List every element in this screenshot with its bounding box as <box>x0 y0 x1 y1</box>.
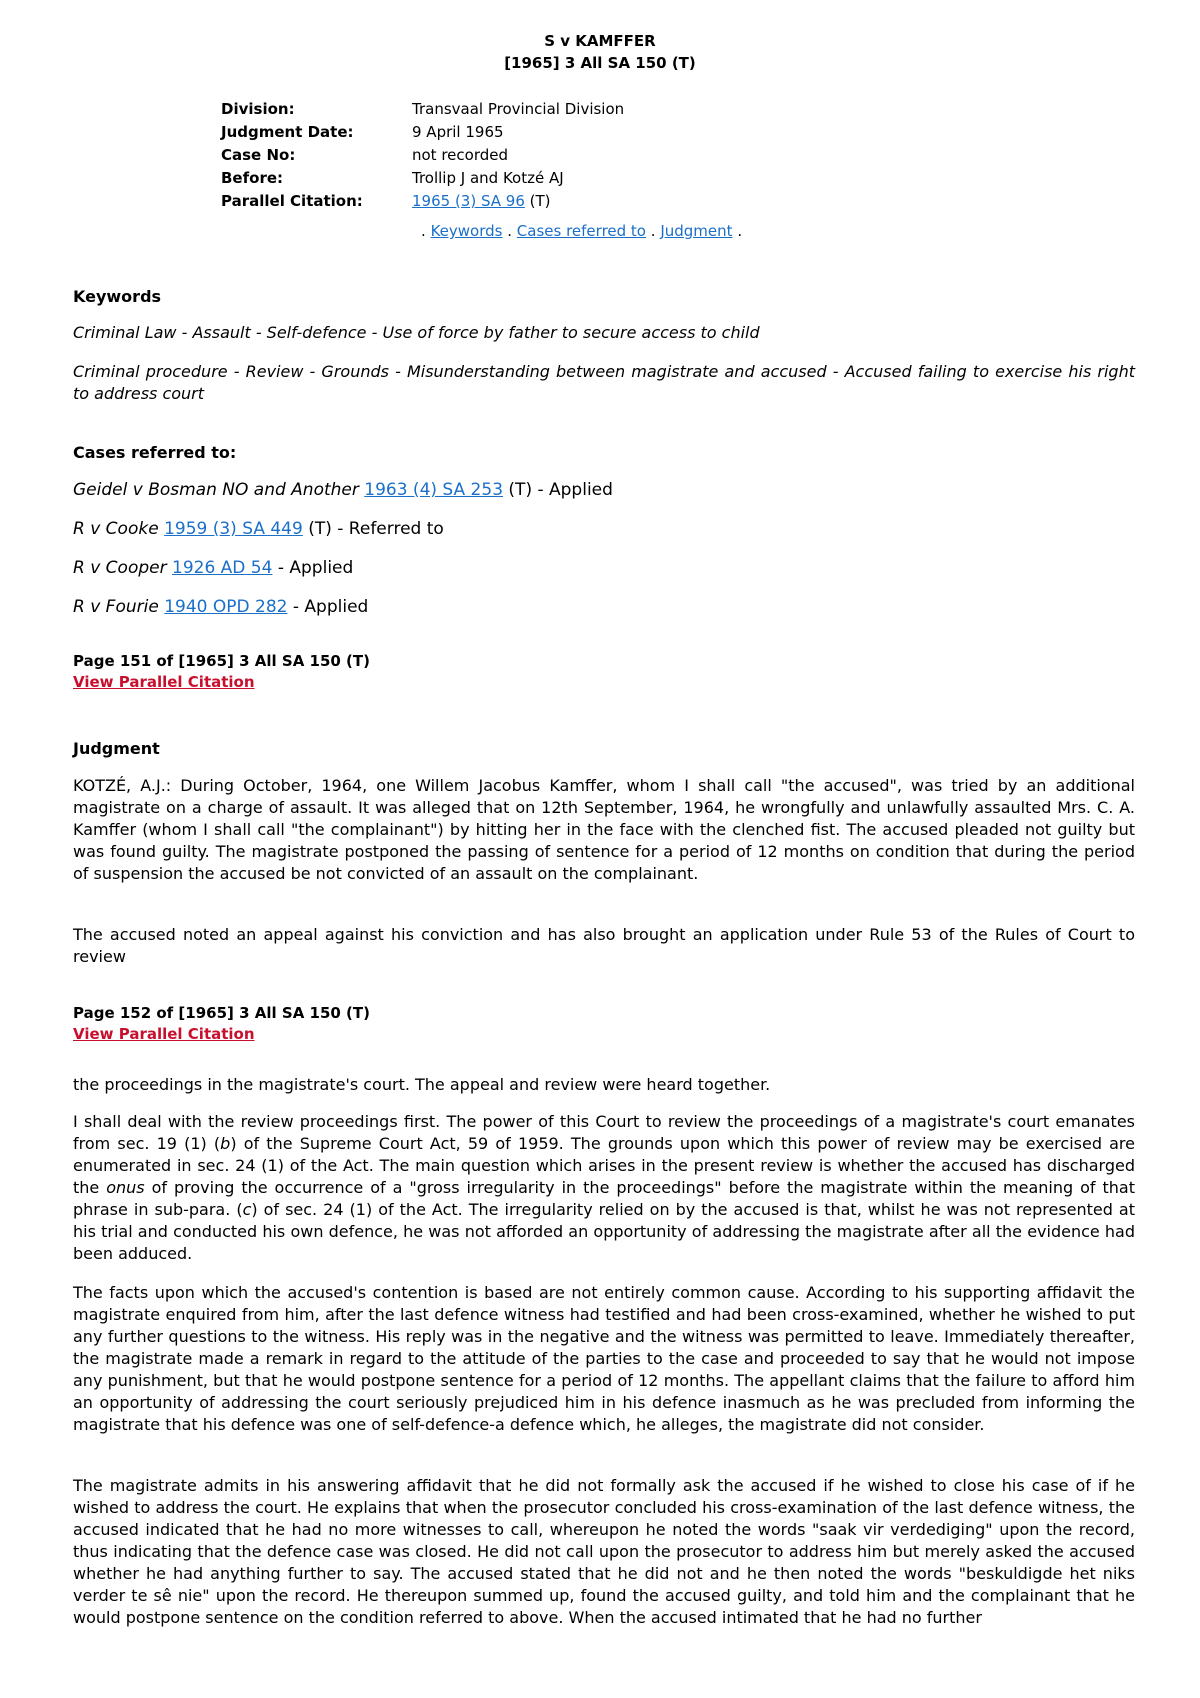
case-name: R v Fourie <box>73 597 159 617</box>
case-citation: [1965] 3 All SA 150 (T) <box>504 54 696 72</box>
text-run-italic: b <box>220 1134 231 1153</box>
case-citation-link[interactable]: 1926 AD 54 <box>172 558 273 578</box>
parallel-citation-label: Parallel Citation: <box>221 192 363 210</box>
text-run: of proving the occurrence of a "gross irregularity in the proceedings" before the magistrate within the meaning of that phrase in sub-para. ( <box>73 1178 1136 1219</box>
meta-row-date <box>221 123 624 146</box>
judgment-paragraph-4 <box>73 1111 1135 1265</box>
nav-separator: . <box>421 222 426 240</box>
meta-row-division <box>221 100 624 123</box>
page-marker-151 <box>73 651 370 693</box>
judgment-paragraph-3: the proceedings in the magistrate's court. The appeal and review were heard together. <box>73 1075 771 1094</box>
section-nav <box>421 222 742 240</box>
view-parallel-citation-link[interactable]: View Parallel Citation <box>73 1025 255 1043</box>
case-citation-link[interactable]: 1963 (4) SA 253 <box>364 480 504 500</box>
parallel-citation-suffix: (T) <box>529 192 551 210</box>
judgment-paragraph-2: The accused noted an appeal against his conviction and has also brought an application under Rule 53 of the Rules of Court to review <box>73 925 1135 966</box>
case-citation-link[interactable]: 1940 OPD 282 <box>164 597 288 617</box>
case-name: R v Cooke <box>73 519 159 539</box>
text-run: I shall deal with the review proceedings first. The power of this Court to review the proceedings of a magistrate's court emanates from sec. 19 (1) ( <box>73 1112 1135 1153</box>
judgment-date-label: Judgment Date: <box>221 123 354 141</box>
case-item <box>73 557 353 579</box>
page-marker-label: Page 152 of [1965] 3 All SA 150 (T) <box>73 1004 370 1022</box>
case-no-value: not recorded <box>412 146 508 164</box>
case-name: Geidel v Bosman NO and Another <box>73 480 359 500</box>
before-value: Trollip J and Kotzé AJ <box>412 169 564 187</box>
judgment-heading: Judgment <box>73 739 160 758</box>
case-treatment: - Applied <box>277 558 354 578</box>
cases-heading: Cases referred to: <box>73 443 237 462</box>
case-citation-link[interactable]: 1959 (3) SA 449 <box>164 519 303 539</box>
judgment-paragraph-6: The magistrate admits in his answering affidavit that he did not formally ask the accused if he wished to close his case of if he wished to address the court. He explains that when the prosecutor concluded his cross-examination of the last defence witness, the accused indicated that he had no more witnesses to call, whereupon he noted the words "saak vir verdediging" upon the record, thus indicating that the defence case was closed. He did not call upon the prosecutor to address him but merely asked the accused whether he had anything further to say. The accused stated that he did not and he then noted the words "beskuldigde het niks verder te sê nie" upon the record. He thereupon summed up, found the accused guilty, and told him and the complainant that he would postpone sentence on the condition referred to above. When the accused intimated that he had no further <box>73 1476 1135 1627</box>
nav-separator: . <box>507 222 513 240</box>
nav-separator: . <box>737 222 743 240</box>
case-item <box>73 596 368 618</box>
keyword-2: Criminal procedure - Review - Grounds - Misunderstanding between magistrate and accused - Accused failing to exercise his right to address court <box>73 362 1135 403</box>
case-item <box>73 518 444 540</box>
nav-judgment-link[interactable]: Judgment <box>660 222 733 240</box>
keyword-1: Criminal Law - Assault - Self-defence - Use of force by father to secure access to child <box>73 323 760 342</box>
judgment-paragraph-1: KOTZÉ, A.J.: During October, 1964, one Willem Jacobus Kamffer, whom I shall call "the accused", was tried by an additional magistrate on a charge of assault. It was alleged that on 12th September, 1964, he wrongfully and unlawfully assaulted Mrs. C. A. Kamffer (whom I shall call "the complainant") by hitting her in the face with the clenched fist. The accused pleaded not guilty but was found guilty. The magistrate postponed the passing of sentence for a period of 12 months on condition that during the period of suspension the accused be not convicted of an assault on the complainant. <box>73 776 1135 883</box>
judgment-paragraph-5: The facts upon which the accused's contention is based are not entirely common cause. According to his supporting affidavit the magistrate enquired from him, after the last defence witness had testified and had been cross-examined, whether he wished to put any further questions to the witness. His reply was in the negative and the witness was permitted to leave. Immediately thereafter, the magistrate made a remark in regard to the attitude of the parties to the case and proceeded to say that he would not impose any punishment, but that he would postpone sentence for a period of 12 months. The appellant claims that the failure to afford him an opportunity of addressing the court seriously prejudiced him in his defence inasmuch as he was precluded from informing the magistrate that his defence was one of self-defence-a defence which, he alleges, the magistrate did not consider. <box>73 1283 1135 1434</box>
judgment-date-value: 9 April 1965 <box>412 123 504 141</box>
meta-row-before <box>221 169 624 192</box>
text-run: ) of the Supreme Court Act, 59 of 1959. The grounds upon which this power of review may be exercised are enumerated in sec. 24 (1) of the Act. The main question which arises in the present review is whether the accused has discharged the <box>73 1134 1136 1197</box>
case-no-label: Case No: <box>221 146 296 164</box>
meta-row-parallel <box>221 192 624 215</box>
case-title: S v KAMFFER <box>544 32 656 50</box>
view-parallel-citation-link[interactable]: View Parallel Citation <box>73 673 255 691</box>
before-label: Before: <box>221 169 284 187</box>
nav-separator: . <box>650 222 656 240</box>
nav-keywords-link[interactable]: Keywords <box>430 222 503 240</box>
text-run-italic: onus <box>106 1178 145 1197</box>
case-metadata-table <box>221 100 624 215</box>
case-treatment: - Applied <box>292 597 369 617</box>
text-run-italic: c <box>242 1200 252 1219</box>
division-value: Transvaal Provincial Division <box>412 100 625 118</box>
parallel-citation-link[interactable]: 1965 (3) SA 96 <box>412 192 525 210</box>
meta-row-caseno <box>221 146 624 169</box>
case-name: R v Cooper <box>73 558 167 578</box>
page-marker-152 <box>73 1003 370 1045</box>
parallel-citation-value <box>412 192 624 215</box>
page-marker-label: Page 151 of [1965] 3 All SA 150 (T) <box>73 652 370 670</box>
case-treatment: (T) - Applied <box>508 480 613 500</box>
nav-cases-link[interactable]: Cases referred to <box>516 222 646 240</box>
case-title-block <box>0 30 1200 74</box>
text-run: ) of sec. 24 (1) of the Act. The irregularity relied on by the accused is that, whilst he was not represented at his trial and conducted his own defence, he was not afforded an opportunity of addressing the magistrate after all the evidence had been adduced. <box>73 1200 1136 1263</box>
case-treatment: (T) - Referred to <box>308 519 444 539</box>
division-label: Division: <box>221 100 295 118</box>
case-item <box>73 479 613 501</box>
keywords-heading: Keywords <box>73 287 162 306</box>
